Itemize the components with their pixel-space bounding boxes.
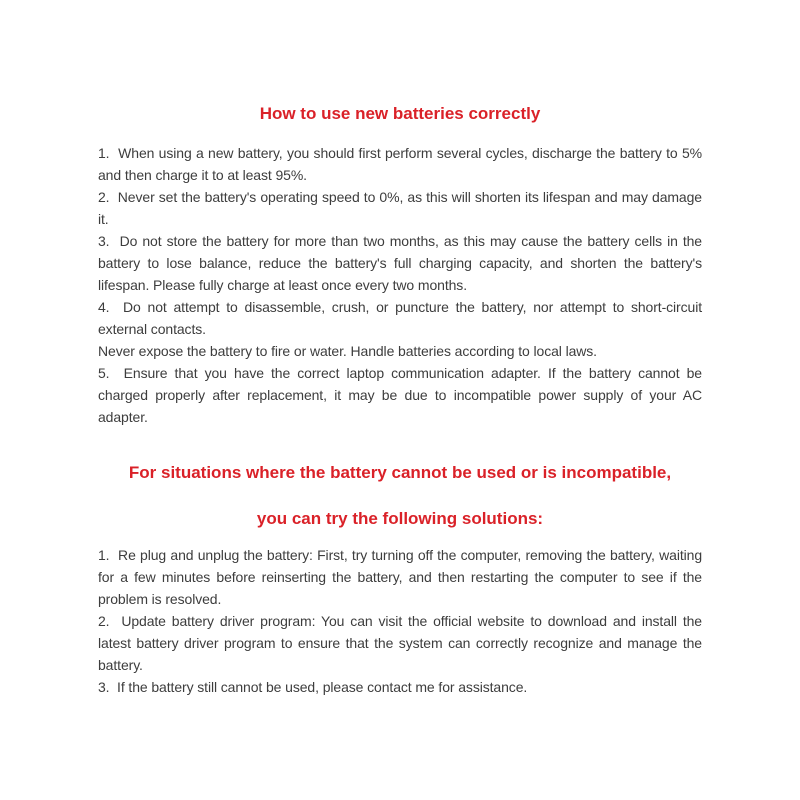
section1-paragraph-3: 3. Do not store the battery for more than two months, as this may cause the battery cells in the battery to lose balance, reduce the battery's full charging capacity, and shorten the battery's lifespan. Please fully charge at least once every two months. bbox=[98, 233, 702, 293]
section1-title: How to use new batteries correctly bbox=[259, 104, 541, 123]
section2-title-line2: you can try the following solutions: bbox=[256, 509, 544, 528]
section1-paragraph-5: Never expose the battery to fire or water. Handle batteries according to local laws. bbox=[98, 343, 597, 359]
section2-title-line1: For situations where the battery cannot be used or is incompatible, bbox=[128, 463, 672, 482]
section1-body bbox=[98, 142, 702, 428]
section1-paragraph-6: 5. Ensure that you have the correct laptop communication adapter. If the battery cannot be charged properly after replacement, it may be due to incompatible power supply of your AC adapter. bbox=[98, 365, 702, 425]
section1-paragraph-2: 2. Never set the battery's operating speed to 0%, as this will shorten its lifespan and may damage it. bbox=[98, 189, 702, 227]
section2-paragraph-1: 1. Re plug and unplug the battery: First, try turning off the computer, removing the battery, waiting for a few minutes before reinserting the battery, and then restarting the computer to see if the problem is resolved. bbox=[98, 547, 702, 607]
section2-paragraph-3: 3. If the battery still cannot be used, please contact me for assistance. bbox=[98, 679, 528, 695]
section2-body bbox=[98, 544, 702, 698]
section1-paragraph-1: 1. When using a new battery, you should first perform several cycles, discharge the battery to 5% and then charge it to at least 95%. bbox=[98, 145, 702, 183]
section2-paragraph-2: 2. Update battery driver program: You can visit the official website to download and install the latest battery driver program to ensure that the system can correctly recognize and manage the battery. bbox=[98, 613, 702, 673]
section1-paragraph-4: 4. Do not attempt to disassemble, crush, or puncture the battery, nor attempt to short-circuit external contacts. bbox=[98, 299, 702, 337]
